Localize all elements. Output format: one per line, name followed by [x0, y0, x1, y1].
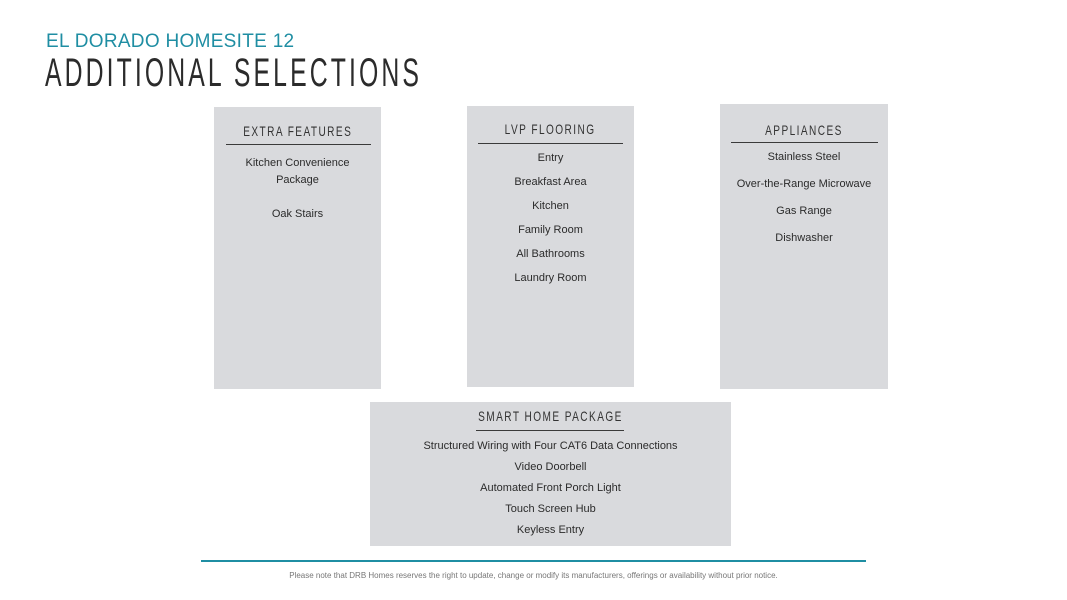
list-item: Entry: [537, 152, 564, 164]
card-heading: [467, 121, 634, 137]
list-item: Video Doorbell: [514, 461, 587, 473]
list-item: Breakfast Area: [514, 176, 587, 188]
list-item: Laundry Room: [514, 272, 587, 284]
extra-features-heading: EXTRA FEATURES: [242, 123, 353, 139]
list-item: Structured Wiring with Four CAT6 Data Connections: [423, 440, 678, 452]
card-heading: [370, 408, 731, 424]
card-divider: [731, 142, 878, 143]
card-item-list: [370, 439, 731, 544]
list-item: Family Room: [518, 224, 583, 236]
card-heading: [720, 122, 888, 138]
lvp-flooring-heading: LVP FLOORING: [505, 121, 596, 137]
list-item: Stainless Steel: [767, 151, 841, 163]
list-item: Kitchen Convenience Package: [245, 157, 350, 186]
page-title: ADDITIONAL SELECTIONS: [45, 51, 423, 95]
list-item: Gas Range: [776, 205, 832, 217]
list-item: Over-the-Range Microwave: [736, 178, 872, 190]
smart-home-package-heading: SMART HOME PACKAGE: [478, 408, 623, 424]
appliances-card: [720, 104, 888, 389]
card-item-list: [720, 150, 888, 258]
list-item: Kitchen: [532, 200, 569, 212]
footer-divider: [201, 560, 866, 562]
card-divider: [226, 144, 371, 145]
card-heading: [214, 123, 381, 139]
footer-disclaimer: Please note that DRB Homes reserves the right to update, change or modify its manufacturers, offerings or availability without prior notice.: [289, 571, 778, 580]
smart-home-package-card: [370, 402, 731, 546]
card-divider: [478, 143, 623, 144]
list-item: Dishwasher: [775, 232, 833, 244]
lvp-flooring-card: [467, 106, 634, 387]
list-item: Oak Stairs: [271, 208, 324, 220]
appliances-heading: APPLIANCES: [765, 122, 843, 138]
card-item-list: [467, 151, 634, 295]
card-item-list: [214, 155, 381, 240]
list-item: Touch Screen Hub: [505, 503, 596, 515]
extra-features-card: [214, 107, 381, 389]
list-item: All Bathrooms: [516, 248, 585, 260]
card-divider: [476, 430, 624, 431]
list-item: Automated Front Porch Light: [480, 482, 621, 494]
page-subtitle: EL DORADO HOMESITE 12: [46, 31, 295, 52]
list-item: Keyless Entry: [516, 524, 585, 536]
